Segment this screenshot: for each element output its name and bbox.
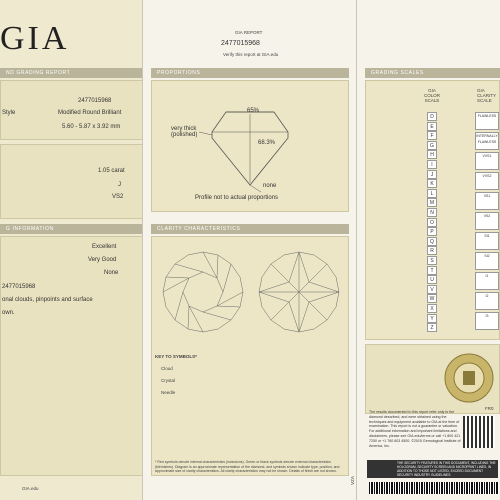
clarity-grade-vvs1: VVS1	[475, 152, 499, 170]
report-number-secondary: 2477015968	[2, 284, 36, 290]
color-grade-e: E	[427, 122, 437, 131]
girdle-label: very thick (polished)	[171, 126, 198, 138]
gia-seal-icon	[443, 352, 495, 404]
color-grade-m: M	[427, 198, 437, 207]
fluorescence-value: None	[104, 270, 119, 276]
barcode	[369, 482, 499, 494]
carat-value: 1.05 carat	[98, 168, 125, 174]
report-middle-panel	[143, 0, 357, 500]
symbol-needle: Needle	[161, 390, 176, 395]
clarity-characteristics-header: CLARITY CHARACTERISTICS	[151, 224, 349, 234]
color-grade-s: S	[427, 256, 437, 265]
clarity-grade-vvs2: VVS2	[475, 172, 499, 190]
gia-logo: GIA	[0, 20, 70, 57]
clarity-grade-si1: SI1	[475, 232, 499, 250]
fr-label: FR0	[485, 406, 494, 411]
report-right-panel	[357, 0, 500, 500]
color-grade-q: Q	[427, 237, 437, 246]
color-grade-k: K	[427, 179, 437, 188]
color-scale-title: GIA COLOR SCALE	[423, 88, 440, 103]
comments-line-1: onal clouds, pinpoints and surface	[2, 297, 93, 303]
culet-label: none	[263, 183, 277, 189]
clarity-grade-i1: I1	[475, 272, 499, 290]
profile-note: Profile not to actual proportions	[195, 195, 279, 201]
measurements-value: 5.60 - 5.87 x 3.92 mm	[62, 124, 121, 130]
color-grade-j: J	[427, 170, 437, 179]
color-grade-g: G	[427, 141, 437, 150]
color-grade-z: Z	[427, 323, 437, 332]
color-grade-t: T	[427, 266, 437, 275]
footnote-text: * Red symbols denote internal characteristics (inclusions). Green or black symbols denote external characteristics (blemishes). Diagram is an approximate representation of the diamond, and symbols shown indicate type, position, and approximate size of clarity characteristics. All clarity characteristics may not be shown. Details of finish are not shown.	[155, 460, 340, 473]
color-grade-i: I	[427, 160, 437, 169]
color-grade-f: F	[427, 131, 437, 140]
verify-text: Verify this report at GIA.edu	[223, 52, 279, 57]
proportions-header: PROPORTIONS	[151, 68, 349, 78]
table-percentage: 65%	[247, 108, 260, 114]
grading-results-box	[0, 144, 143, 219]
symbol-cloud: Cloud	[161, 366, 173, 371]
color-grade-p: P	[427, 227, 437, 236]
qr-code	[463, 416, 495, 448]
grading-scales-header: GRADING SCALES	[365, 68, 500, 78]
clarity-grade-flawless: FLAWLESS	[475, 112, 499, 130]
report-title: GIA REPORT	[235, 30, 263, 35]
shape-label: Style	[2, 110, 16, 116]
report-left-panel	[0, 0, 143, 500]
clarity-grade-value: VS2	[112, 194, 124, 200]
report-number: 2477015968	[221, 40, 260, 47]
clarity-plot-diagrams	[151, 236, 349, 346]
color-grade-o: O	[427, 218, 437, 227]
clarity-grade-internally-flawless: INTERNALLY FLAWLESS	[475, 132, 499, 150]
color-grade-v: V	[427, 285, 437, 294]
clarity-grade-i2: I2	[475, 292, 499, 310]
color-grade-y: Y	[427, 314, 437, 323]
clarity-grade-i3: I3	[475, 312, 499, 330]
color-grade-r: R	[427, 246, 437, 255]
color-grade-n: N	[427, 208, 437, 217]
security-text: THE SECURITY FEATURES IN THIS DOCUMENT, INCLUDING THE HOLOGRAM, SECURITY SCREEN AND MICROPRINT LINES, IN ADDITION TO THOSE NOT LISTED, EXCEED DOCUMENT SECURITY INDUSTRY GUIDELINES.	[397, 461, 496, 477]
additional-info-box	[0, 236, 143, 476]
footer-url: GIA.edu	[22, 486, 39, 491]
symbol-crystal: Crystal	[161, 378, 176, 383]
key-to-symbols-title: KEY TO SYMBOLS*	[155, 354, 197, 359]
color-grade-d: D	[427, 112, 437, 121]
polish-value: Excellent	[92, 244, 117, 250]
color-grade-l: L	[427, 189, 437, 198]
additional-info-header: G INFORMATION	[0, 224, 143, 234]
depth-percentage: 68.3%	[258, 140, 276, 146]
color-grade-h: H	[427, 150, 437, 159]
color-grade-u: U	[427, 275, 437, 284]
shape-value: Modified Round Brilliant	[58, 110, 122, 116]
symmetry-value: Very Good	[88, 257, 117, 263]
color-grade-value: J	[118, 182, 121, 188]
clarity-grade-si2: SI2	[475, 252, 499, 270]
side-label: VZA	[349, 476, 355, 485]
color-grade-x: X	[427, 304, 437, 313]
report-number-value: 2477015968	[78, 98, 112, 104]
comments-line-2: own.	[2, 310, 15, 316]
clarity-grade-vs1: VS1	[475, 192, 499, 210]
clarity-scale-title: GIA CLARITY SCALE	[477, 88, 496, 103]
color-grade-w: W	[427, 294, 437, 303]
proportions-diagram	[151, 80, 349, 212]
grading-report-header: ND GRADING REPORT	[0, 68, 143, 78]
clarity-grade-vs2: VS2	[475, 212, 499, 230]
disclaimer-text: The results documented in this report refer only to the diamond described, and were obtained using the techniques and equipment available to GIA at the time of examination. This report is not a guarantee or valuation. For additional information and important limitations and disclaimers, please see GIA.edu/terms or call +1 800 421 7250 or +1 760 603 4500. ©2015 Gemological Institute of America, Inc.	[369, 410, 461, 448]
